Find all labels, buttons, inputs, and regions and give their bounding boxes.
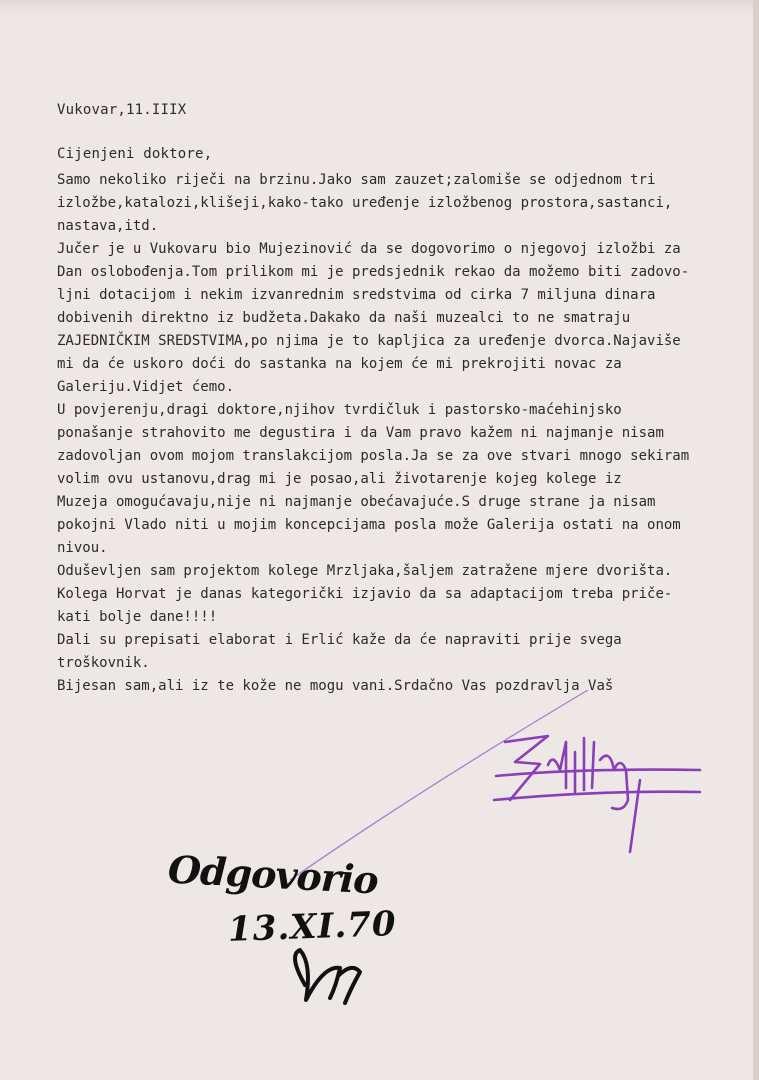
initials-mark bbox=[295, 950, 360, 1003]
handwritten-reply-note: Odgovorio bbox=[166, 846, 379, 903]
letter-line: kati bolje dane!!!! bbox=[57, 609, 218, 625]
signature-mark bbox=[494, 736, 700, 852]
letter-salutation: Cijenjeni doktore, bbox=[57, 146, 213, 162]
handwritten-reply-date: 13.XI.70 bbox=[227, 904, 398, 950]
letter-line: Dan oslobođenja.Tom prilikom mi je predsjednik rekao da možemo biti zadovo- bbox=[57, 264, 690, 280]
letter-line: Samo nekoliko riječi na brzinu.Jako sam zauzet;zalomiše se odjednom tri bbox=[57, 172, 656, 188]
letter-line: Bijesan sam,ali iz te kože ne mogu vani.Srdačno Vas pozdravlja Vaš bbox=[57, 678, 614, 694]
letter-dateline: Vukovar,11.IIIX bbox=[57, 102, 187, 118]
letter-line: nivou. bbox=[57, 540, 108, 556]
letter-line: nastava,itd. bbox=[57, 218, 159, 234]
letter-line: Dali su prepisati elaborat i Erlić kaže da će napraviti prije svega bbox=[57, 632, 622, 648]
letter-body bbox=[57, 169, 689, 698]
letter-line: troškovnik. bbox=[57, 655, 150, 671]
letter-line: Oduševljen sam projektom kolege Mrzljaka,šaljem zatražene mjere dvorišta. bbox=[57, 563, 673, 579]
letter-line: Galeriju.Vidjet ćemo. bbox=[57, 379, 235, 395]
letter-line: Kolega Horvat je danas kategorički izjavio da sa adaptacijom treba priče- bbox=[57, 586, 673, 602]
letter-line: Muzeja omogućavaju,nije ni najmanje obećavajuće.S druge strane ja nisam bbox=[57, 494, 656, 510]
letter-line: ljni dotacijom i nekim izvanrednim sredstvima od cirka 7 miljuna dinara bbox=[57, 287, 656, 303]
letter-line: Jučer je u Vukovaru bio Mujezinović da se dogovorimo o njegovoj izložbi za bbox=[57, 241, 681, 257]
letter-line: ponašanje strahovito me degustira i da Vam pravo kažem ni najmanje nisam bbox=[57, 425, 664, 441]
letter-line: pokojni Vlado niti u mojim koncepcijama posla može Galerija ostati na onom bbox=[57, 517, 681, 533]
paper-right-edge bbox=[753, 0, 759, 1080]
letter-line: zadovoljan ovom mojom translakcijom posla.Ja se za ove stvari mnogo sekiram bbox=[57, 448, 690, 464]
letter-line: mi da će uskoro doći do sastanka na kojem će mi prekrojiti novac za bbox=[57, 356, 622, 372]
letter-line: ZAJEDNIČKIM SREDSTVIMA,po njima je to kapljica za uređenje dvorca.Najaviše bbox=[57, 333, 681, 349]
letter-line: U povjerenju,dragi doktore,njihov tvrdičluk i pastorsko-maćehinjsko bbox=[57, 402, 622, 418]
paper-top-edge bbox=[0, 0, 759, 14]
pencil-stroke bbox=[290, 690, 588, 880]
letter-line: izložbe,katalozi,klišeji,kako-tako uređenje izložbenog prostora,sastanci, bbox=[57, 195, 673, 211]
letter-line: volim ovu ustanovu,drag mi je posao,ali životarenje kojeg kolege iz bbox=[57, 471, 622, 487]
letter-line: dobivenih direktno iz budžeta.Dakako da naši muzealci to ne smatraju bbox=[57, 310, 631, 326]
